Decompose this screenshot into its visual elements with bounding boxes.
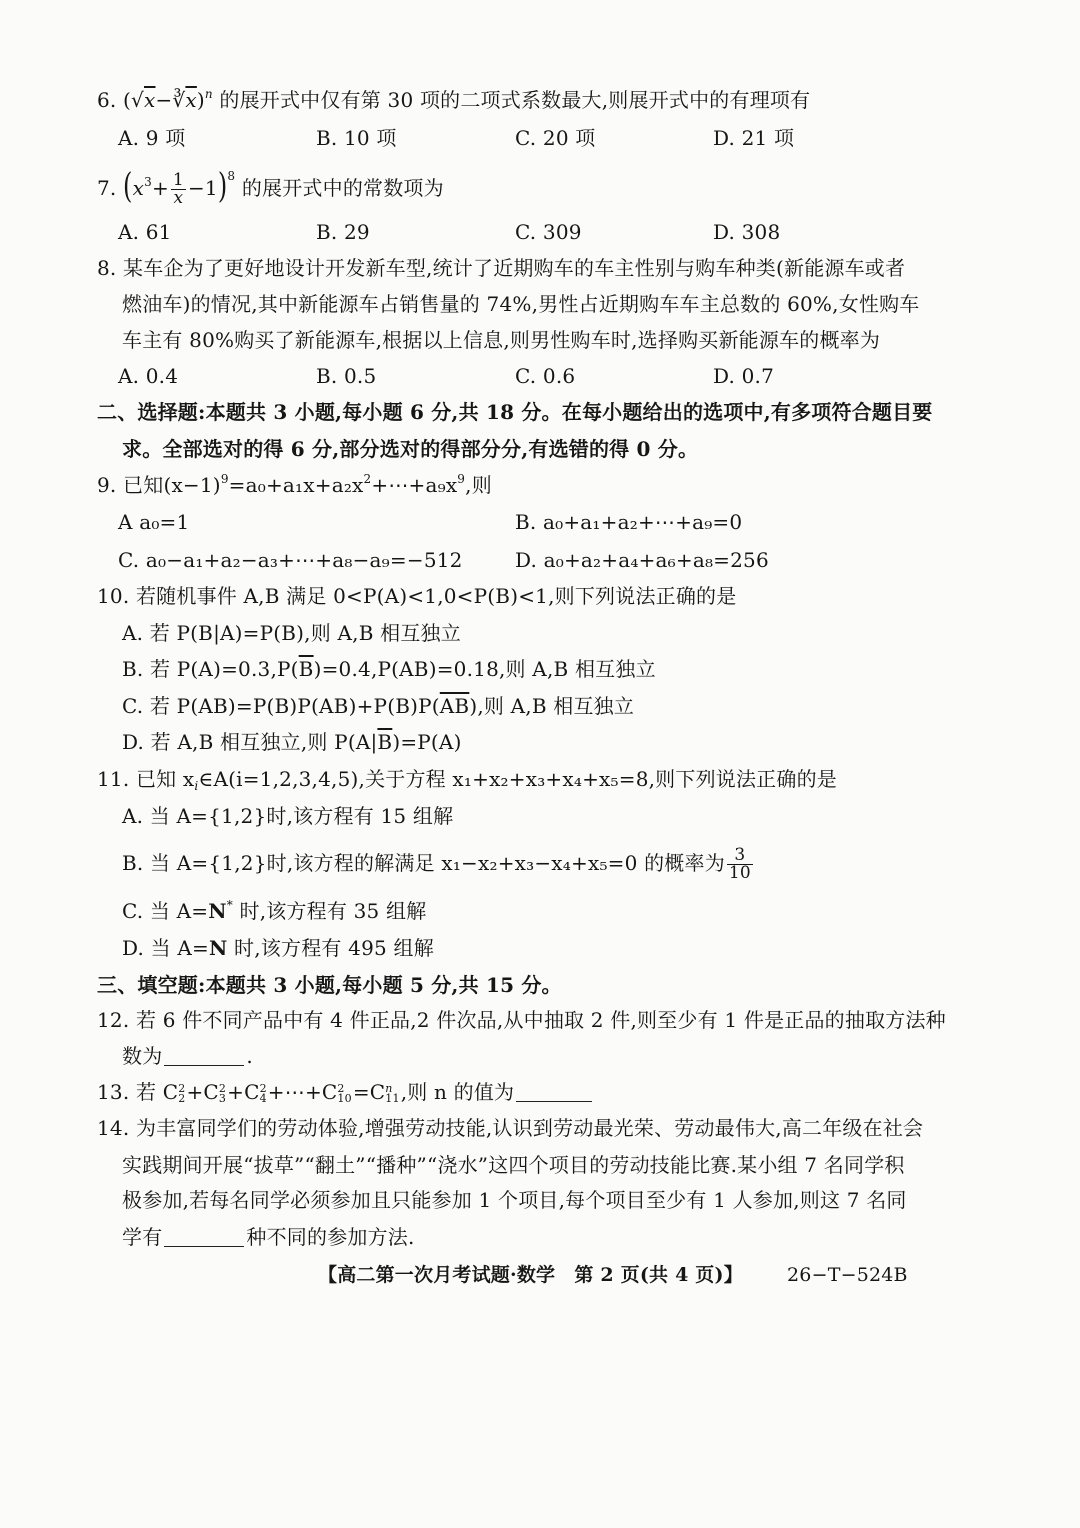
stem-text: .	[246, 1044, 253, 1068]
stem-text: 11. 已知 x	[97, 767, 195, 791]
option-text: D. 若 A,B 相互独立,则 P(A|	[122, 730, 378, 754]
stem-text: )	[196, 88, 205, 112]
section-2-heading: 二、选择题:本题共 3 小题,每小题 6 分,共 18 分。在每小题给出的选项中,有多项符合题目要	[97, 400, 933, 424]
stem-text: 7.	[97, 176, 124, 200]
stem-text: 种不同的参加方法.	[246, 1225, 415, 1249]
option-c: C. 0.6	[515, 364, 576, 388]
superscript: *	[226, 898, 233, 912]
question-11-stem	[97, 767, 837, 791]
combination-index	[337, 1081, 352, 1105]
fraction	[171, 172, 186, 207]
option-b	[122, 845, 755, 882]
superscript: n	[385, 1081, 393, 1095]
stem-text: =a₀+a₁x+a₂x	[228, 473, 364, 497]
exponent: 8	[227, 169, 236, 183]
question-14-line: 14. 为丰富同学们的劳动体验,增强劳动技能,认识到劳动最光荣、劳动最伟大,高二年级在社会	[97, 1116, 924, 1140]
option-a: A. 9 项	[118, 126, 186, 150]
question-9-stem	[97, 473, 492, 497]
numerator: 1	[172, 170, 184, 190]
option-b: B. 0.5	[316, 364, 377, 388]
superscript: 2	[218, 1081, 227, 1095]
question-12-line: 12. 若 6 件不同产品中有 4 件正品,2 件次品,从中抽取 2 件,则至少有 1 件是正品的抽取方法种	[97, 1008, 946, 1032]
option-text: C. 当 A=	[122, 899, 209, 923]
right-paren: )	[217, 165, 228, 207]
stem-text: ,则 n 的值为	[400, 1080, 515, 1104]
stem-text: +⋯+a₉x	[371, 473, 458, 497]
stem-text: +C	[227, 1080, 260, 1104]
denominator: x	[173, 188, 184, 208]
option-text: A. 若 P(B|A)=P(B),则 A,B 相互独立	[122, 621, 461, 645]
question-6-stem	[97, 88, 810, 112]
stem-text: +⋯+C	[267, 1080, 338, 1104]
complement-event: $\overline{B}$	[298, 657, 314, 681]
exponent: n	[204, 87, 213, 101]
subscript: i	[194, 779, 199, 793]
stem-text: 的展开式中仅有第 30 项的二项式系数最大,则展开式中的有理项有	[212, 88, 811, 112]
option-text: 时,该方程有 35 组解	[232, 899, 427, 923]
stem-text: 数为	[122, 1044, 163, 1068]
option-d: D. a₀+a₂+a₄+a₆+a₈=256	[515, 548, 769, 572]
section-2-heading: 求。全部选对的得 6 分,部分选对的得部分分,有选错的得 0 分。	[122, 437, 699, 461]
question-14-line: 极参加,若每名同学必须参加且只能参加 1 个项目,每个项目至少有 1 人参加,则这 7 名同	[122, 1188, 907, 1212]
stem-text: +C	[186, 1080, 219, 1104]
option-text: )=0.4,P(AB)=0.18,则 A,B 相互独立	[313, 657, 656, 681]
option-a	[122, 621, 461, 645]
option-b	[122, 657, 656, 681]
option-d: D. 0.7	[713, 364, 775, 388]
stem-text: 6. (√	[97, 88, 144, 112]
stem-text: =C	[352, 1080, 386, 1104]
stem-text: 学有	[122, 1225, 163, 1249]
stem-text: ∈A(i=1,2,3,4,5),关于方程 x₁+x₂+x₃+x₄+x₅=8,则下列说法正确的是	[198, 767, 837, 791]
option-c: C. 20 项	[515, 126, 596, 150]
superscript: 2	[178, 1081, 186, 1095]
option-a	[122, 804, 453, 828]
answer-blank	[164, 1047, 244, 1066]
option-d: D. 21 项	[713, 126, 795, 150]
stem-text: −∛	[155, 88, 186, 112]
option-d	[122, 936, 434, 960]
stem-text: ,则	[465, 473, 492, 497]
question-13-stem	[97, 1080, 594, 1104]
option-c: C. 309	[515, 220, 582, 244]
superscript: 2	[259, 1081, 267, 1095]
complement-event: $\overline{B}$	[377, 730, 393, 754]
option-c	[122, 899, 426, 923]
subscript: 11	[385, 1091, 400, 1105]
combination-index	[178, 1081, 186, 1105]
subscript: 4	[259, 1091, 267, 1105]
option-a: A a₀=1	[118, 510, 190, 534]
option-a: A. 0.4	[118, 364, 179, 388]
option-text: ),则 A,B 相互独立	[469, 694, 635, 718]
stem-text: 的展开式中的常数项为	[235, 176, 444, 200]
numerator: 3	[727, 847, 753, 865]
question-7-stem	[97, 165, 444, 208]
option-c	[122, 694, 634, 718]
exponent: 9	[457, 472, 466, 486]
option-text: D. 当 A=	[122, 936, 209, 960]
question-8-line: 车主有 80%购买了新能源车,根据以上信息,则男性购车时,选择购买新能源车的概率为	[122, 328, 881, 352]
question-10-stem: 10. 若随机事件 A,B 满足 0<P(A)<1,0<P(B)<1,则下列说法正确的是	[97, 584, 737, 608]
exponent: 2	[363, 472, 372, 486]
complement-event: $\overline{AB}$	[439, 694, 470, 718]
set-symbol: N	[208, 899, 227, 923]
stem-text: 9. 已知(x−1)	[97, 473, 221, 497]
subscript: 10	[337, 1091, 352, 1105]
exponent: 9	[220, 472, 229, 486]
page-footer-code: 26−T−524B	[787, 1264, 908, 1286]
option-c: C. a₀−a₁+a₂−a₃+⋯+a₈−a₉=−512	[118, 548, 463, 572]
section-3-heading: 三、填空题:本题共 3 小题,每小题 5 分,共 15 分。	[97, 973, 562, 997]
radicand: x	[144, 88, 156, 112]
subscript: 2	[178, 1091, 186, 1105]
option-d	[122, 730, 462, 754]
question-8-line: 8. 某车企为了更好地设计开发新车型,统计了近期购车的车主性别与购车种类(新能源车或者	[97, 256, 906, 280]
question-14-line	[122, 1225, 415, 1249]
stem-text: 13. 若 C	[97, 1080, 179, 1104]
denominator: 10	[728, 863, 751, 883]
option-a: A. 61	[118, 220, 172, 244]
option-b: B. 10 项	[316, 126, 397, 150]
superscript: 2	[337, 1081, 345, 1095]
answer-blank	[516, 1083, 592, 1102]
answer-blank	[164, 1228, 244, 1247]
option-text: B. 当 A={1,2}时,该方程的解满足 x₁−x₂+x₃−x₄+x₅=0 的概率为	[122, 851, 725, 875]
combination-index	[259, 1081, 267, 1105]
option-text: 时,该方程有 495 组解	[227, 936, 434, 960]
combination-index	[385, 1081, 400, 1105]
option-d: D. 308	[713, 220, 781, 244]
option-text: C. 若 P(AB)=P(B)P(AB)+P(B)P(	[122, 694, 440, 718]
stem-text: −1	[187, 176, 218, 200]
page-footer-title: 【高二第一次月考试题·数学 第 2 页(共 4 页)】	[318, 1264, 743, 1286]
radicand: $\overline{x}$	[185, 88, 197, 112]
option-text: B. 若 P(A)=0.3,P(	[122, 657, 299, 681]
exponent: 3	[144, 175, 152, 189]
option-text: )=P(A)	[392, 730, 462, 754]
fraction	[727, 847, 753, 882]
option-b: B. a₀+a₁+a₂+⋯+a₉=0	[515, 510, 743, 534]
question-14-line: 实践期间开展“拔草”“翻土”“播种”“浇水”这四个项目的劳动技能比赛.某小组 7 名同学积	[122, 1153, 905, 1177]
question-12-line	[122, 1044, 253, 1068]
option-text: A. 当 A={1,2}时,该方程有 15 组解	[122, 804, 454, 828]
combination-index	[218, 1081, 227, 1105]
subscript: 3	[218, 1091, 227, 1105]
variable: x	[132, 176, 145, 200]
left-paren: (	[123, 165, 133, 207]
option-b: B. 29	[316, 220, 370, 244]
operator: +	[151, 176, 169, 200]
question-8-line: 燃油车)的情况,其中新能源车占销售量的 74%,男性占近期购车车主总数的 60%,女性购车	[122, 292, 920, 316]
set-symbol: N	[209, 936, 228, 960]
